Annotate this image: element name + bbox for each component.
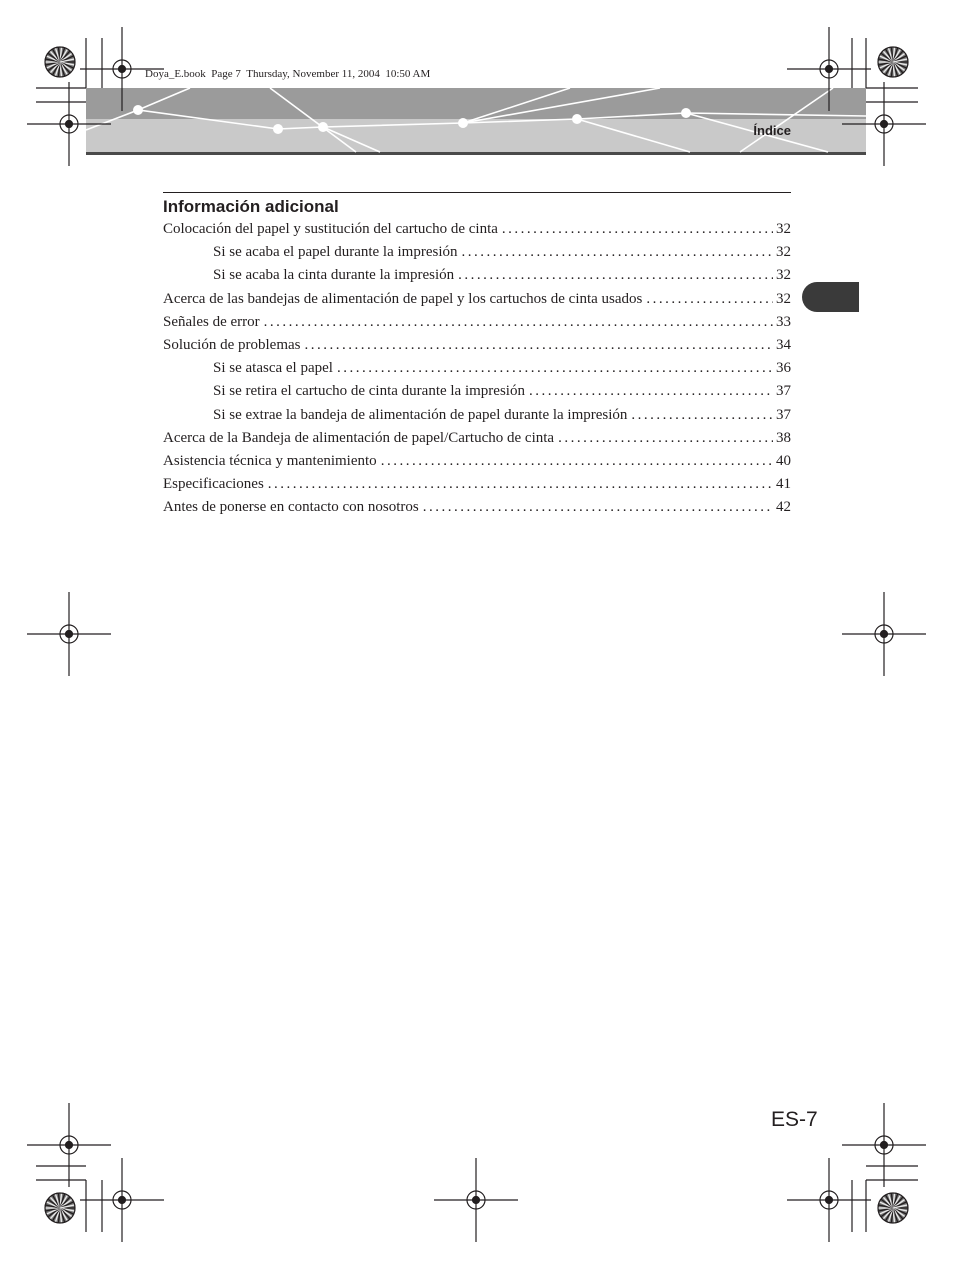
toc-divider: [163, 192, 791, 193]
toc-entry[interactable]: [163, 334, 791, 357]
toc-entry-page: 32: [776, 267, 791, 284]
toc-leader-dots: [646, 288, 773, 311]
toc-entry-title: Si se acaba el papel durante la impresión: [213, 244, 458, 261]
toc-entry-page: 32: [776, 290, 791, 307]
registration-marks: [27, 27, 926, 1242]
toc-entry-title: Señales de error: [163, 313, 260, 330]
toc-entry-page: 37: [776, 406, 791, 423]
toc-list: [163, 218, 791, 519]
toc-entry-page: 36: [776, 360, 791, 377]
file-info-header: Doya_E.book Page 7 Thursday, November 11, 2004 10:50 AM: [145, 68, 431, 80]
toc-entry-page: 32: [776, 244, 791, 261]
section-label: Índice: [753, 123, 791, 138]
toc-entry-page: 34: [776, 336, 791, 353]
toc-entry-title: Si se retira el cartucho de cinta durante la impresión: [213, 383, 525, 400]
toc-entry[interactable]: [163, 473, 791, 496]
toc-leader-dots: [558, 427, 773, 450]
toc-entry-page: 42: [776, 499, 791, 516]
toc-entry-title: Si se acaba la cinta durante la impresión: [213, 267, 455, 284]
toc-leader-dots: [502, 218, 773, 241]
toc-leader-dots: [381, 450, 773, 473]
toc-leader-dots: [423, 496, 773, 519]
crosshair-mark: [80, 1158, 164, 1242]
toc-leader-dots: [631, 404, 773, 427]
chapter-tab: [802, 282, 859, 312]
toc-entry[interactable]: [163, 241, 791, 264]
crosshair-mark: [787, 1158, 871, 1242]
toc-entry-title: Solución de problemas: [163, 336, 301, 353]
toc-entry-page: 41: [776, 476, 791, 493]
toc-entry[interactable]: [163, 427, 791, 450]
toc-entry[interactable]: [163, 264, 791, 287]
crosshair-mark: [27, 1103, 111, 1187]
toc-entry-title: Acerca de las bandejas de alimentación de papel y los cartuchos de cinta usados: [163, 290, 643, 307]
crosshair-mark: [842, 592, 926, 676]
toc-entry[interactable]: [163, 218, 791, 241]
toc-entry-page: 33: [776, 313, 791, 330]
toc-entry[interactable]: [163, 288, 791, 311]
toc-leader-dots: [304, 334, 773, 357]
toc-entry-title: Antes de ponerse en contacto con nosotros: [163, 499, 419, 516]
toc-leader-dots: [337, 357, 773, 380]
page-number: ES-7: [771, 1108, 818, 1131]
toc-entry-page: 37: [776, 383, 791, 400]
header-banner: [86, 88, 866, 155]
toc-entry[interactable]: [163, 450, 791, 473]
toc-leader-dots: [462, 241, 774, 264]
toc-entry[interactable]: [163, 311, 791, 334]
toc-entry-title: Especificaciones: [163, 476, 264, 493]
toc-heading: Información adicional: [163, 197, 339, 216]
toc-entry-page: 40: [776, 452, 791, 469]
toc-entry-title: Si se extrae la bandeja de alimentación de papel durante la impresión: [213, 406, 628, 423]
toc-leader-dots: [264, 311, 773, 334]
toc-entry-title: Si se atasca el papel: [213, 360, 333, 377]
calibration-wheel: [45, 1193, 75, 1223]
toc-leader-dots: [529, 380, 773, 403]
toc-leader-dots: [268, 473, 773, 496]
calibration-wheel: [878, 47, 908, 77]
toc-entry-title: Asistencia técnica y mantenimiento: [163, 452, 377, 469]
crosshair-mark: [27, 592, 111, 676]
crosshair-mark: [842, 1103, 926, 1187]
calibration-wheel: [45, 47, 75, 77]
toc-leader-dots: [458, 264, 773, 287]
toc-entry[interactable]: [163, 357, 791, 380]
toc-entry-title: Acerca de la Bandeja de alimentación de papel/Cartucho de cinta: [163, 429, 555, 446]
toc-entry-page: 38: [776, 429, 791, 446]
toc-entry[interactable]: [163, 404, 791, 427]
crosshair-mark: [434, 1158, 518, 1242]
toc-entry[interactable]: [163, 380, 791, 403]
toc-entry[interactable]: [163, 496, 791, 519]
toc-entry-title: Colocación del papel y sustitución del cartucho de cinta: [163, 221, 498, 237]
calibration-wheel: [878, 1193, 908, 1223]
toc-entry-page: 32: [776, 221, 791, 237]
